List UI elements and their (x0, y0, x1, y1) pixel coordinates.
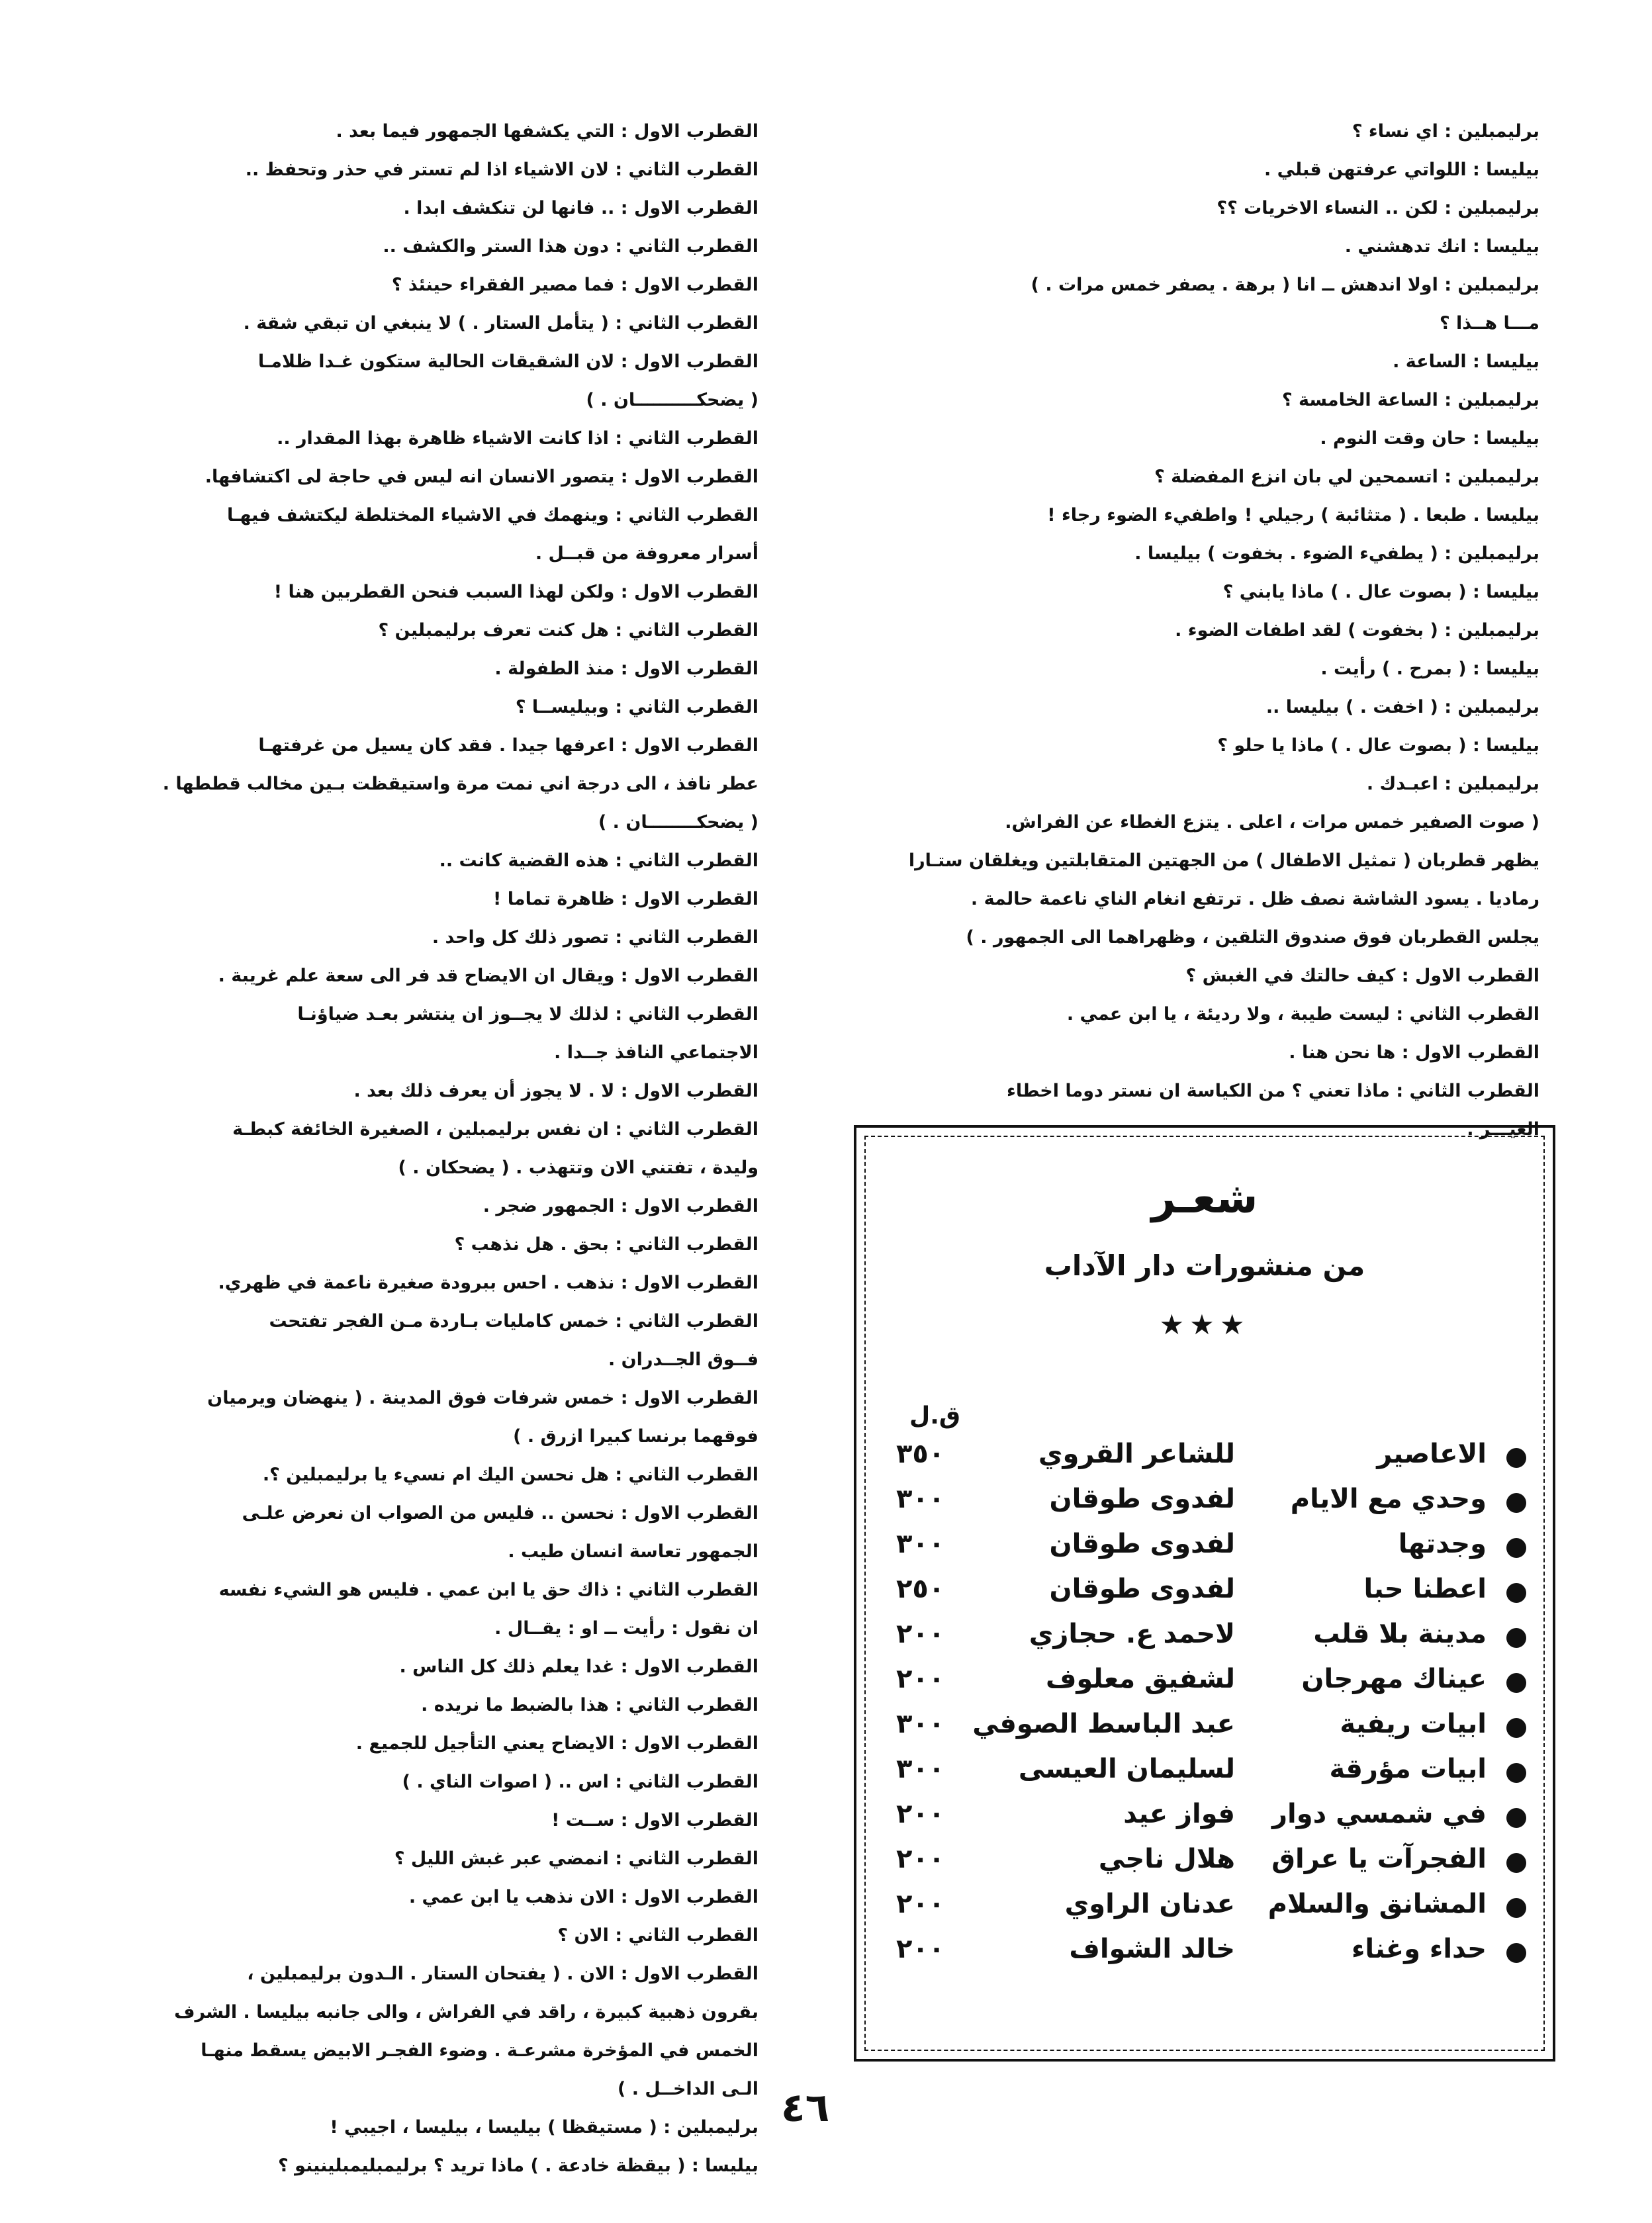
text-line: فوقهما برنسا كبيرا ازرق . ) (513, 1426, 758, 1447)
text-line: ( يضحكــــــــــان . ) (586, 390, 758, 410)
right-text-column (851, 113, 1539, 1149)
book-author: لشفيق معلوف (1045, 1664, 1235, 1694)
book-title: عيناك مهرجان (1301, 1664, 1487, 1694)
text-line: رماديا . يسود الشاشة نصف ظل . ترتفع انغام الناي ناعمة حالمة . (970, 889, 1539, 909)
text-line: القطرب الثاني : وينهمك في الاشياء المختلطة ليكتشف فيهـا (226, 505, 758, 525)
bullet-icon (1506, 1538, 1526, 1558)
text-line: القطرب الاول : ها نحن هنا . (1289, 1042, 1539, 1063)
text-line: القطرب الاول : الايضاح يعني التأجيل للجميع . (355, 1733, 758, 1754)
book-row (883, 1619, 1526, 1660)
text-line: القطرب الاول : ســت ! (551, 1810, 758, 1831)
text-line: القطرب الاول : الجمهور ضجر . (482, 1196, 758, 1216)
text-line: بيليسا : انك تدهشني . (1344, 236, 1539, 257)
text-line: القطرب الثاني : هل كنت تعرف برليمبلين ؟ (378, 620, 758, 641)
book-row (883, 1709, 1526, 1750)
text-line: القطرب الثاني : لذلك لا يجــوز ان ينتشر بعـد ضياؤنـا (297, 1004, 758, 1024)
text-line: فــوق الجــدران . (608, 1349, 758, 1370)
text-line: القطرب الثاني : تصور ذلك كل واحد . (432, 927, 758, 948)
text-line: القطرب الاول : فما مصير الفقراء حينئذ ؟ (391, 275, 758, 295)
book-row (883, 1529, 1526, 1570)
text-line: القطرب الاول : لان الشقيقات الحالية ستكون غـدا ظلامـا (257, 351, 758, 372)
text-line: برليمبلين : اي نساء ؟ (1352, 121, 1539, 142)
book-author: هلال ناجي (1098, 1844, 1235, 1874)
book-title: الاعاصير (1377, 1439, 1487, 1469)
text-line: يظهر قطربان ( تمثيل الاطفال ) من الجهتين المتقابلتين ويغلقان ستـارا (908, 850, 1539, 871)
book-price: ٣٠٠ (896, 1709, 945, 1739)
text-line: القطرب الاول : ولكن لهذا السبب فنحن القطربين هنا ! (273, 582, 758, 602)
text-line: ( يضحكــــــــان . ) (598, 812, 758, 833)
text-line: القطرب الاول : اعرفها جيدا . فقد كان يسيل من غرفتهـا (258, 735, 758, 756)
book-author: عدنان الراوي (1064, 1889, 1235, 1919)
text-line: القطرب الثاني : ان نفس برليمبلين ، الصغيرة الخائفة كبطـة (232, 1119, 758, 1140)
book-row (883, 1664, 1526, 1705)
text-line: القطرب الثاني : ( يتأمل الستار . ) لا ينبغي ان تبقي شقة . (243, 313, 758, 334)
book-title: وجدتها (1398, 1529, 1487, 1559)
text-line: القطرب الثاني : هذا بالضبط ما نريده . (421, 1695, 758, 1715)
text-line: برليمبلين : لكن .. النساء الاخريات ؟؟ (1216, 198, 1539, 218)
text-line: القطرب الاول : منذ الطفولة . (494, 658, 758, 679)
bullet-icon (1506, 1448, 1526, 1468)
bullet-icon (1506, 1763, 1526, 1783)
text-line: عطر نافذ ، الى درجة اني نمت مرة واستيقظت بـين مخالب قططها . (162, 774, 758, 794)
book-row (883, 1889, 1526, 1930)
book-price: ٢٥٠ (896, 1574, 945, 1604)
book-price: ٢٠٠ (896, 1664, 945, 1694)
text-line: الـى الداخــل . ) (618, 2079, 758, 2099)
text-line: برليمبلين : الساعة الخامسة ؟ (1282, 390, 1539, 410)
book-price: ٣٥٠ (896, 1439, 945, 1469)
book-author: لاحمد ع. حجازي (1029, 1619, 1235, 1649)
text-line: يجلس القطربان فوق صندوق التلقين ، وظهراهما الى الجمهور . ) (966, 927, 1539, 948)
text-line: القطرب الثاني : هل نحسن اليك ام نسيء يا برليمبلين ؟. (262, 1465, 758, 1485)
text-line: الجمهور تعاسة انسان طيب . (508, 1541, 758, 1562)
bullet-icon (1506, 1673, 1526, 1693)
text-line: القطرب الاول : ويقال ان الايضاح قد فر الى سعة علم غريبة . (218, 966, 758, 986)
book-row (883, 1844, 1526, 1885)
text-line: بيليسا : اللواتي عرفتهن قبلي . (1263, 159, 1539, 180)
left-text-column (90, 113, 758, 2185)
text-line: القطرب الثاني : بحق . هل نذهب ؟ (454, 1234, 758, 1255)
book-row (883, 1754, 1526, 1795)
bullet-icon (1506, 1808, 1526, 1828)
book-price: ٣٠٠ (896, 1529, 945, 1559)
bullet-icon (1506, 1493, 1526, 1513)
text-line: القطرب الاول : التي يكشفها الجمهور فيما بعد . (336, 121, 758, 142)
text-line: القطرب الثاني : هذه القضية كانت .. (439, 850, 758, 871)
text-line: بيليسا : ( بيقظة خادعة . ) ماذا تريد ؟ برليمبليمبلينينو ؟ (278, 2155, 758, 2176)
text-line: ان نقول : رأيت ــ او : يقــال . (494, 1618, 758, 1639)
book-title: مدينة بلا قلب (1313, 1619, 1487, 1649)
text-line: القطرب الاول : الان نذهب يا ابن عمي . (408, 1887, 758, 1907)
book-price: ٢٠٠ (896, 1889, 945, 1919)
text-line: القطرب الثاني : ذاك حق يا ابن عمي . فليس هو الشيء نفسه (218, 1580, 758, 1600)
text-line: القطرب الاول : نحسن .. فليس من الصواب ان نعرض علـى (242, 1503, 758, 1523)
text-line: القطرب الاول : .. فانها لن تنكشف ابدا . (403, 198, 758, 218)
book-price: ٢٠٠ (896, 1619, 945, 1649)
book-author: لفدوى طوقان (1049, 1529, 1235, 1559)
book-row (883, 1574, 1526, 1615)
book-price: ٢٠٠ (896, 1799, 945, 1829)
book-title: اعطنا حبا (1363, 1574, 1487, 1604)
text-line: القطرب الاول : كيف حالتك في الغبش ؟ (1185, 966, 1539, 986)
bullet-icon (1506, 1943, 1526, 1963)
text-line: القطرب الاول : نذهب . احس ببرودة صغيرة ناعمة في ظهري. (218, 1273, 758, 1293)
ad-title: شعـر (1151, 1174, 1258, 1223)
book-row (883, 1484, 1526, 1525)
text-line: بيليسا : ( بصوت عال . ) ماذا يا حلو ؟ (1217, 735, 1539, 756)
text-line: برليمبلين : اعبـدك . (1366, 774, 1539, 794)
text-line: القطرب الثاني : لان الاشياء اذا لم تستر في حذر وتحفظ .. (245, 159, 758, 180)
text-line: بيليسا : ( بصوت عال . ) ماذا يابني ؟ (1222, 582, 1539, 602)
text-line: برليمبلين : ( مستيقظا ) بيليسا ، بيليسا ، اجيبي ! (330, 2117, 758, 2138)
text-line: الخمس في المؤخرة مشرعـة . وضوء الفجـر الابيض يسقط منهـا (201, 2040, 758, 2061)
book-author: عبد الباسط الصوفي (972, 1709, 1235, 1739)
text-line: برليمبلين : ( يطفيء الضوء . بخفوت ) بيليسا . (1134, 543, 1539, 564)
text-line: القطرب الاول : لا . لا يجوز أن يعرف ذلك بعد . (353, 1081, 758, 1101)
stars-ornament: ★★★ (1159, 1308, 1250, 1341)
text-line: بيليسا : حان وقت النوم . (1320, 428, 1539, 449)
text-line: بقرون ذهبية كبيرة ، راقد في الفراش ، والى جانبه بيليسا . الشرف (174, 2002, 758, 2022)
book-title: ابيات مؤرقة (1329, 1754, 1487, 1784)
text-line: القطرب الثاني : الان ؟ (557, 1925, 758, 1946)
bullet-icon (1506, 1853, 1526, 1873)
text-line: أسرار معروفة من قبــل . (535, 543, 758, 564)
book-author: لفدوى طوقان (1049, 1484, 1235, 1514)
text-line: القطرب الثاني : وبيليســا ؟ (515, 697, 758, 717)
text-line: الاجتماعي النافذ جــدا . (554, 1042, 758, 1063)
book-author: فواز عيد (1123, 1799, 1235, 1829)
book-price: ٢٠٠ (896, 1934, 945, 1964)
book-title: وحدي مع الايام (1290, 1484, 1487, 1514)
ad-subtitle: من منشورات دار الآداب (1044, 1249, 1365, 1282)
book-title: في شمسي دوار (1272, 1799, 1487, 1829)
text-line: القطرب الثاني : ماذا تعني ؟ من الكياسة ان نستر دوما اخطاء (1007, 1081, 1539, 1101)
bullet-icon (1506, 1718, 1526, 1738)
book-price: ٣٠٠ (896, 1484, 945, 1514)
text-line: القطرب الثاني : اذا كانت الاشياء ظاهرة بهذا المقدار .. (277, 428, 758, 449)
book-title: المشانق والسلام (1267, 1889, 1487, 1919)
text-line: برليمبلين : ( اخفت . ) بيليسا .. (1265, 697, 1539, 717)
text-line: القطرب الثاني : انمضي عبر غبش الليل ؟ (394, 1848, 758, 1869)
book-title: الفجرآت يا عراق (1271, 1844, 1487, 1874)
bullet-icon (1506, 1628, 1526, 1648)
page-number: ٤٦ (781, 2085, 830, 2131)
book-author: لفدوى طوقان (1049, 1574, 1235, 1604)
poetry-advertisement-box (854, 1125, 1555, 2062)
book-row (883, 1934, 1526, 1975)
text-line: بيليسا : الساعة . (1393, 351, 1539, 372)
text-line: القطرب الثاني : خمس كامليات بـاردة مـن الفجر تفتحت (269, 1311, 758, 1332)
ad-content (883, 1148, 1526, 2039)
book-row (883, 1439, 1526, 1480)
text-line: القطرب الاول : غدا يعلم ذلك كل الناس . (399, 1656, 758, 1677)
text-line: مـــا هــذا ؟ (1439, 313, 1539, 334)
text-line: القطرب الثاني : دون هذا الستر والكشف .. (383, 236, 758, 257)
text-line: وليدة ، تفتني الان وتتهذب . ( يضحكان . ) (398, 1157, 758, 1178)
text-line: الغيـــر . (1467, 1119, 1539, 1140)
text-line: بيليسا . طبعا . ( متثائبة ) رجيلي ! واطفيء الضوء رجاء ! (1047, 505, 1539, 525)
book-author: للشاعر القروي (1038, 1439, 1235, 1469)
text-line: القطرب الاول : ظاهرة تماما ! (493, 889, 758, 909)
bullet-icon (1506, 1898, 1526, 1918)
currency-label: ق.ل (909, 1402, 961, 1429)
text-line: ( صوت الصفير خمس مرات ، اعلى . يتزع الغطاء عن الفراش. (1005, 812, 1539, 833)
book-author: لسليمان العيسى (1018, 1754, 1235, 1784)
book-author: خالد الشواف (1069, 1934, 1235, 1964)
book-title: ابيات ريفية (1340, 1709, 1487, 1739)
text-line: برليمبلين : اولا اندهش ــ انا ( برهة . يصفر خمس مرات . ) (1031, 275, 1539, 295)
text-line: برليمبلين : ( بخفوت ) لقد اطفات الضوء . (1175, 620, 1539, 641)
book-title: حداء وغناء (1351, 1934, 1487, 1964)
text-line: القطرب الاول : الان . ( يفتحان الستار . الـدون برليمبلين ، (247, 1964, 758, 1984)
text-line: القطرب الاول : خمس شرفات فوق المدينة . ( ينهضان ويرميان (207, 1388, 758, 1408)
bullet-icon (1506, 1583, 1526, 1603)
text-line: برليمبلين : اتسمحين لي بان انزع المفضلة ؟ (1154, 467, 1539, 487)
book-price: ٣٠٠ (896, 1754, 945, 1784)
text-line: القطرب الثاني : اس .. ( اصوات الناي . ) (402, 1772, 758, 1792)
text-line: القطرب الثاني : ليست طيبة ، ولا رديئة ، يا ابن عمي . (1066, 1004, 1539, 1024)
text-line: القطرب الاول : يتصور الانسان انه ليس في حاجة لى اكتشافها. (205, 467, 758, 487)
book-row (883, 1799, 1526, 1840)
text-line: بيليسا : ( بمرح . ) رأيت . (1320, 658, 1539, 679)
book-price: ٢٠٠ (896, 1844, 945, 1874)
